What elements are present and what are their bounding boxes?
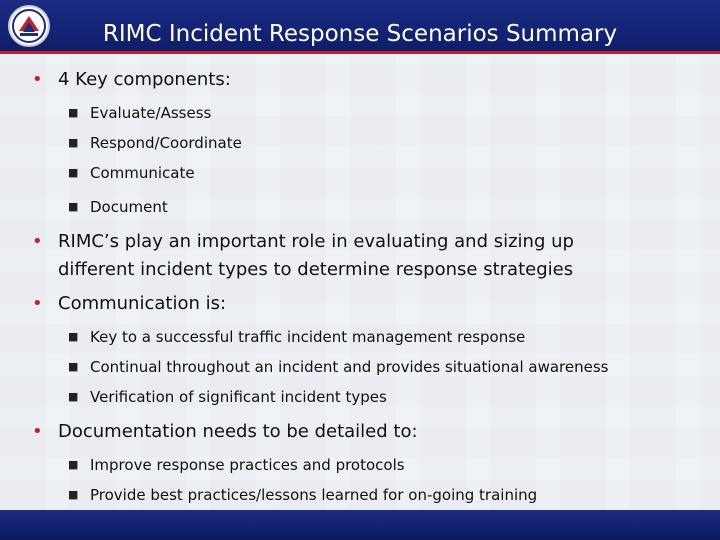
agency-logo-icon <box>8 5 50 47</box>
square-bullet-icon: ■ <box>68 166 79 179</box>
slide-content <box>28 66 708 510</box>
bullet-key-components <box>28 66 708 94</box>
sub-bullet <box>28 450 708 480</box>
sub-bullet <box>28 382 708 412</box>
sub-bullet-text: Verification of significant incident types <box>90 388 387 406</box>
round-bullet-icon: • <box>32 69 43 90</box>
sub-bullet <box>28 322 708 352</box>
sub-bullet <box>28 128 708 158</box>
sub-bullet <box>28 192 708 222</box>
square-bullet-icon: ■ <box>68 106 79 119</box>
bullet-text-line1: RIMC’s play an important role in evaluating and sizing up <box>58 231 574 252</box>
sub-bullet-text: Document <box>90 198 168 216</box>
sub-bullet <box>28 352 708 382</box>
square-bullet-icon: ■ <box>68 458 79 471</box>
square-bullet-icon: ■ <box>68 136 79 149</box>
bullet-text: Documentation needs to be detailed to: <box>58 421 418 442</box>
sub-bullet <box>28 480 708 510</box>
slide-header <box>0 0 720 54</box>
sub-bullet-text: Communicate <box>90 164 195 182</box>
bullet-documentation <box>28 418 708 446</box>
round-bullet-icon: • <box>32 293 43 314</box>
sub-bullet-text: Key to a successful traffic incident management response <box>90 328 526 346</box>
sub-bullet <box>28 158 708 188</box>
bullet-rimc-role <box>28 228 708 284</box>
square-bullet-icon: ■ <box>68 360 79 373</box>
sub-bullet-text: Respond/Coordinate <box>90 134 242 152</box>
bullet-text: Communication is: <box>58 293 227 314</box>
round-bullet-icon: • <box>32 231 43 252</box>
sub-bullet-text: Continual throughout an incident and provides situational awareness <box>90 358 609 376</box>
bullet-text-line2: different incident types to determine response strategies <box>58 259 574 280</box>
square-bullet-icon: ■ <box>68 488 79 501</box>
sub-bullet <box>28 98 708 128</box>
square-bullet-icon: ■ <box>68 330 79 343</box>
sub-bullet-text: Evaluate/Assess <box>90 104 212 122</box>
bullet-text: 4 Key components: <box>58 69 231 90</box>
slide-title: RIMC Incident Response Scenarios Summary <box>102 21 618 47</box>
square-bullet-icon: ■ <box>68 390 79 403</box>
sub-bullet-text: Provide best practices/lessons learned for on-going training <box>90 486 538 504</box>
round-bullet-icon: • <box>32 421 43 442</box>
square-bullet-icon: ■ <box>68 200 79 213</box>
slide-footer-bar <box>0 510 720 540</box>
sub-bullet-text: Improve response practices and protocols <box>90 456 405 474</box>
bullet-communication <box>28 290 708 318</box>
